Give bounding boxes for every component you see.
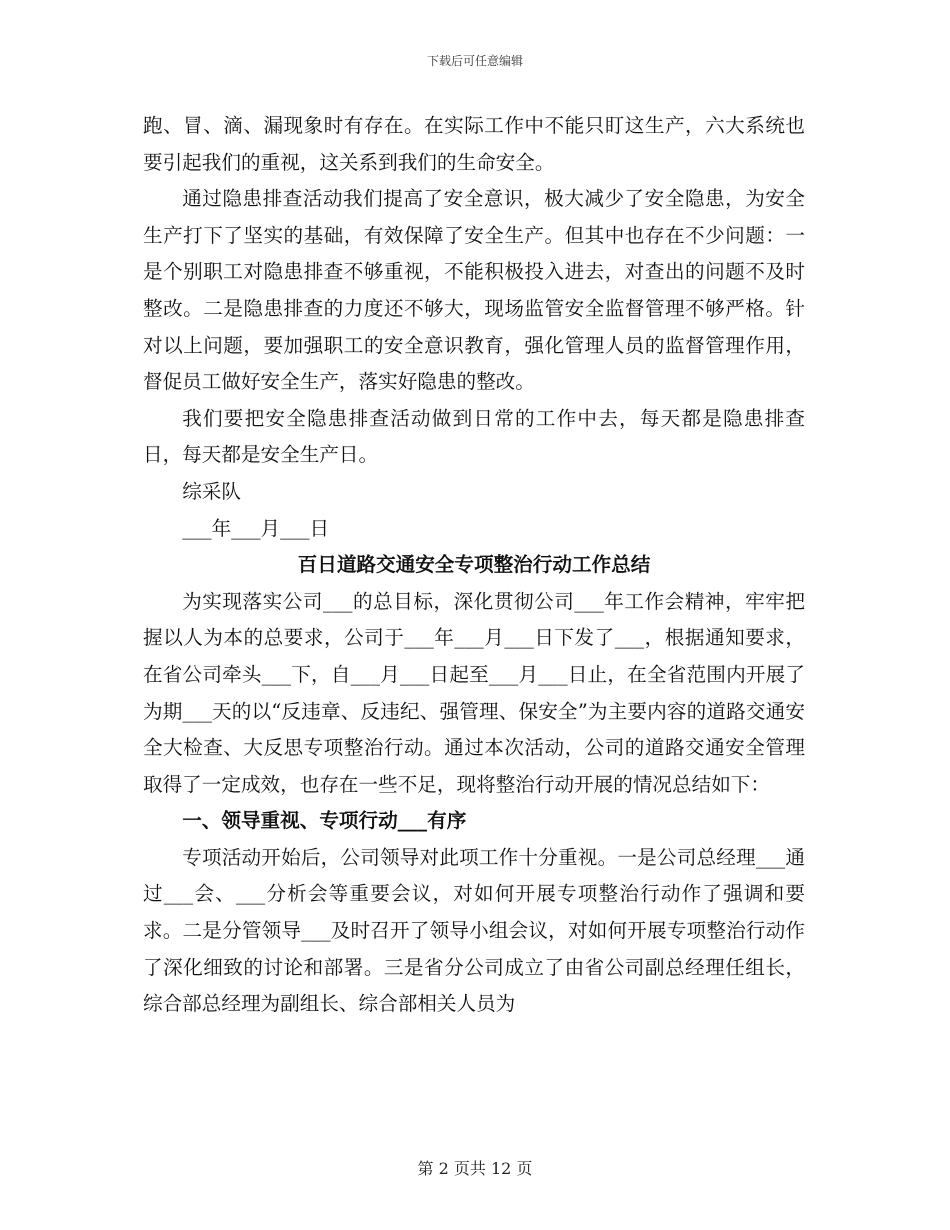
section-heading: 一、领导重视、专项行动___有序 xyxy=(182,809,467,833)
paragraph: 专项活动开始后，公司领导对此项工作十分重视。一是公司总经理___通过___会、___分析会等重要会议，对如何开展专项整治行动作了强调和要求。二是分管领导___及时召开了领导小组会议，对如何开展专项整治行动作了深化细致的讨论和部署。三是省分公司成立了由省公司副总经理任组长，综合部总经理为副组长、综合部相关人员为 xyxy=(143,845,805,1016)
signature-date: ___年___月___日 xyxy=(182,516,330,540)
document-body xyxy=(143,108,805,1023)
section-title: 百日道路交通安全专项整治行动工作总结 xyxy=(297,553,651,577)
paragraph: 为实现落实公司___的总目标，深化贯彻公司___年工作会精神，牢牢把握以人为本的总要求，公司于___年___月___日下发了___，根据通知要求，在省公司牵头___下，自___月___日起至___月___日止，在全省范围内开展了为期___天的以“反违章、反违纪、强管理、保安全”为主要内容的道路交通安全大检查、大反思专项整治行动。通过本次活动，公司的道路交通安全管理取得了一定成效，也存在一些不足，现将整治行动开展的情况总结如下： xyxy=(143,589,805,796)
page-header: 下载后可任意编辑 xyxy=(426,54,523,68)
paragraph: 通过隐患排查活动我们提高了安全意识，极大减少了安全隐患，为安全生产打下了坚实的基础，有效保障了安全生产。但其中也存在不少问题：一是个别职工对隐患排查不够重视，不能积极投入进去，对查出的问题不及时整改。二是隐患排查的力度还不够大，现场监管安全监督管理不够严格。针对以上问题，要加强职工的安全意识教育，强化管理人员的监督管理作用，督促员工做好安全生产，落实好隐患的整改。 xyxy=(143,187,805,394)
page-footer: 第 2 页共 12 页 xyxy=(417,1159,533,1178)
paragraph-continuation: 跑、冒、滴、漏现象时有存在。在实际工作中不能只盯这生产，六大系统也要引起我们的重视，这关系到我们的生命安全。 xyxy=(143,114,805,174)
signature-team: 综采队 xyxy=(182,479,241,503)
paragraph: 我们要把安全隐患排查活动做到日常的工作中去，每天都是隐患排查日，每天都是安全生产日。 xyxy=(143,406,805,467)
